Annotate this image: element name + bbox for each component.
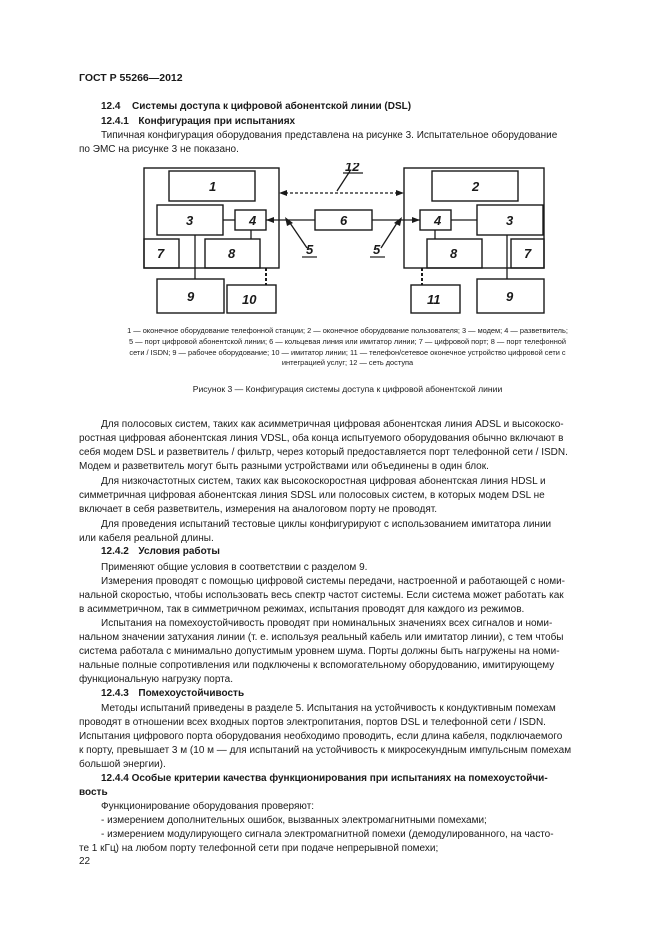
section-number: 12.4 — [101, 101, 121, 112]
text-line: включает в себя разветвитель, измерения на аналоговом порту не проводят. — [79, 504, 438, 516]
text-line: или кабеля реальной длины. — [79, 533, 214, 545]
text-line: Измерения проводят с помощью цифровой системы передачи, настроенной и работающей с номи- — [101, 576, 565, 587]
label-3-right: 3 — [506, 213, 514, 228]
dsl-configuration-diagram — [135, 163, 555, 318]
text-line: нальном значении затухания линии (т. е. используя реальный кабель или имитатор линии), с тем чтобы — [79, 632, 564, 644]
section-title: Системы доступа к цифровой абонентской линии (DSL) — [132, 101, 412, 112]
subsection-heading-3 — [101, 688, 244, 699]
label-8-left: 8 — [228, 246, 236, 261]
subsection-heading-1 — [101, 116, 295, 127]
text-line: Испытания на помехоустойчивость проводят при номинальных значениях всех сигналов и номи- — [101, 618, 553, 629]
label-5-left: 5 — [306, 242, 314, 257]
bullet-item: - измерением дополнительных ошибок, вызванных электромагнитными помехами; — [101, 815, 487, 827]
text-line: Для полосовых систем, таких как асимметричная цифровая абонентская линия ADSL и высокоско- — [101, 419, 564, 430]
label-4-right: 4 — [434, 213, 442, 228]
label-6: 6 — [340, 213, 348, 228]
text-line: проводят в отношении всех входных портов электропитания, портов DSL и телефонной сети / ISDN. — [79, 717, 546, 729]
section-heading — [101, 101, 411, 112]
text-line: нальной скоростью, чтобы использовать весь спектр частот системы. Если система может работать как — [79, 590, 564, 602]
text-line: Методы испытаний приведены в разделе 5. Испытания на устойчивость к кондуктивным помехам — [101, 703, 556, 714]
text-line: симметричная цифровая абонентская линия SDSL или полосовых систем, в которых модем DSL не — [79, 490, 545, 502]
subsection-heading-2 — [101, 546, 220, 557]
bullet-item: - измерением модулирующего сигнала электромагнитной помехи (демодулированного, на часто- — [101, 829, 554, 841]
legend-line: 5 — порт цифровой абонентской линии; 6 — кольцевая линия или имитатор линии; 7 — цифровой порт; 8 — порт телефонной — [128, 336, 567, 346]
label-5-right: 5 — [373, 242, 381, 257]
subsection-number: 12.4.3 — [101, 688, 129, 699]
label-12: 12 — [345, 163, 360, 174]
subsection-title: Особые критерии качества функционирования при испытаниях на помехоустойчи- — [131, 773, 548, 784]
paragraph-lowfreq — [79, 475, 616, 517]
text-line: к порту, превышает 3 м (10 м — для испытаний на устойчивость к микросекундным импульсным помехам — [79, 745, 572, 757]
heading-line — [79, 772, 616, 786]
paragraph-test-methods — [79, 702, 616, 772]
bullet-item-continued: те 1 кГц) на любом порту телефонной сети при подаче непрерывной помехи; — [79, 843, 439, 855]
label-7-left: 7 — [157, 246, 165, 261]
text-line: Типичная конфигурация оборудования представлена на рисунке 3. Испытательное оборудование — [101, 130, 558, 141]
legend-line: сети / ISDN; 9 — рабочее оборудование; 10 — имитатор линии; 11 — телефон/сетевое оконечное устройство цифровой сети с — [129, 347, 566, 357]
figure-legend — [79, 326, 616, 369]
text-line: Для низкочастотных систем, таких как высокоскоростная цифровая абонентская линия HDSL и — [101, 476, 546, 487]
label-7-right: 7 — [524, 246, 532, 261]
text-line: ростная цифровая абонентская линия VDSL, оба конца испытуемого оборудования обычно включают в — [79, 433, 564, 445]
label-3-left: 3 — [186, 213, 194, 228]
label-9-right: 9 — [506, 289, 514, 304]
text-line: Функционирование оборудования проверяют: — [101, 801, 315, 812]
text-line: нальные полные сопротивления или подключены к вспомогательному оборудованию, имитирующему — [79, 660, 555, 672]
page-number: 22 — [79, 856, 91, 867]
document-header: ГОСТ Р 55266—2012 — [79, 72, 183, 84]
label-4-left: 4 — [249, 213, 257, 228]
text-line: Для проведения испытаний тестовые циклы конфигурируют с использованием имитатора линии — [101, 519, 552, 530]
subsection-title: Условия работы — [138, 546, 220, 557]
label-8-right: 8 — [450, 246, 458, 261]
text-line: Модем и разветвитель могут быть разными устройствами или объединены в один блок. — [79, 461, 489, 473]
subsection-heading-4 — [79, 772, 616, 800]
label-1: 1 — [209, 179, 217, 194]
paragraph-check — [79, 800, 616, 856]
subsection-title: Помехоустойчивость — [138, 688, 245, 699]
subsection-number: 12.4.2 — [101, 546, 129, 557]
text-line: в асимметричном, так в симметричном режимах, испытания проводят для каждого из режимов. — [79, 604, 525, 616]
legend-line: 1 — оконечное оборудование телефонной станции; 2 — оконечное оборудование пользователя; 3 — модем; 4 — разветвитель; — [127, 326, 568, 335]
figure-caption: Рисунок 3 — Конфигурация системы доступа к цифровой абонентской линии — [192, 384, 503, 394]
label-10: 10 — [242, 292, 257, 307]
paragraph-test-cycles — [79, 518, 616, 546]
paragraph-measurements — [79, 575, 616, 617]
label-2: 2 — [472, 179, 480, 194]
subsection-title: Конфигурация при испытаниях — [138, 116, 296, 127]
text-line: система работала с минимально допустимым уровнем шума. Порты должны быть нагружены на номи- — [79, 646, 560, 658]
text-line: себя модем DSL и разветвитель / фильтр, через который предоставляется порт телефонной сети / ISDN. — [79, 447, 568, 459]
subsection-number: 12.4.4 — [101, 773, 129, 784]
legend-line: интеграцией услуг; 12 — сеть доступа — [281, 358, 414, 368]
label-9-left: 9 — [187, 289, 195, 304]
intro-paragraph — [79, 129, 616, 157]
label-11: 11 — [427, 292, 441, 307]
text-line: по ЭМС на рисунке 3 не показано. — [79, 144, 239, 156]
paragraph-general-conditions — [79, 561, 616, 575]
text-line: Применяют общие условия в соответствии с разделом 9. — [101, 562, 368, 573]
paragraph-bandpass — [79, 418, 616, 474]
heading-line: вость — [79, 787, 108, 799]
text-line: большой энергии). — [79, 759, 166, 771]
subsection-number: 12.4.1 — [101, 116, 129, 127]
text-line: Испытания цифрового порта оборудования необходимо проводить, если длина кабеля, подключаемого — [79, 731, 563, 743]
text-line: функциональную нагрузку порта. — [79, 674, 233, 686]
paragraph-immunity-tests — [79, 617, 616, 687]
